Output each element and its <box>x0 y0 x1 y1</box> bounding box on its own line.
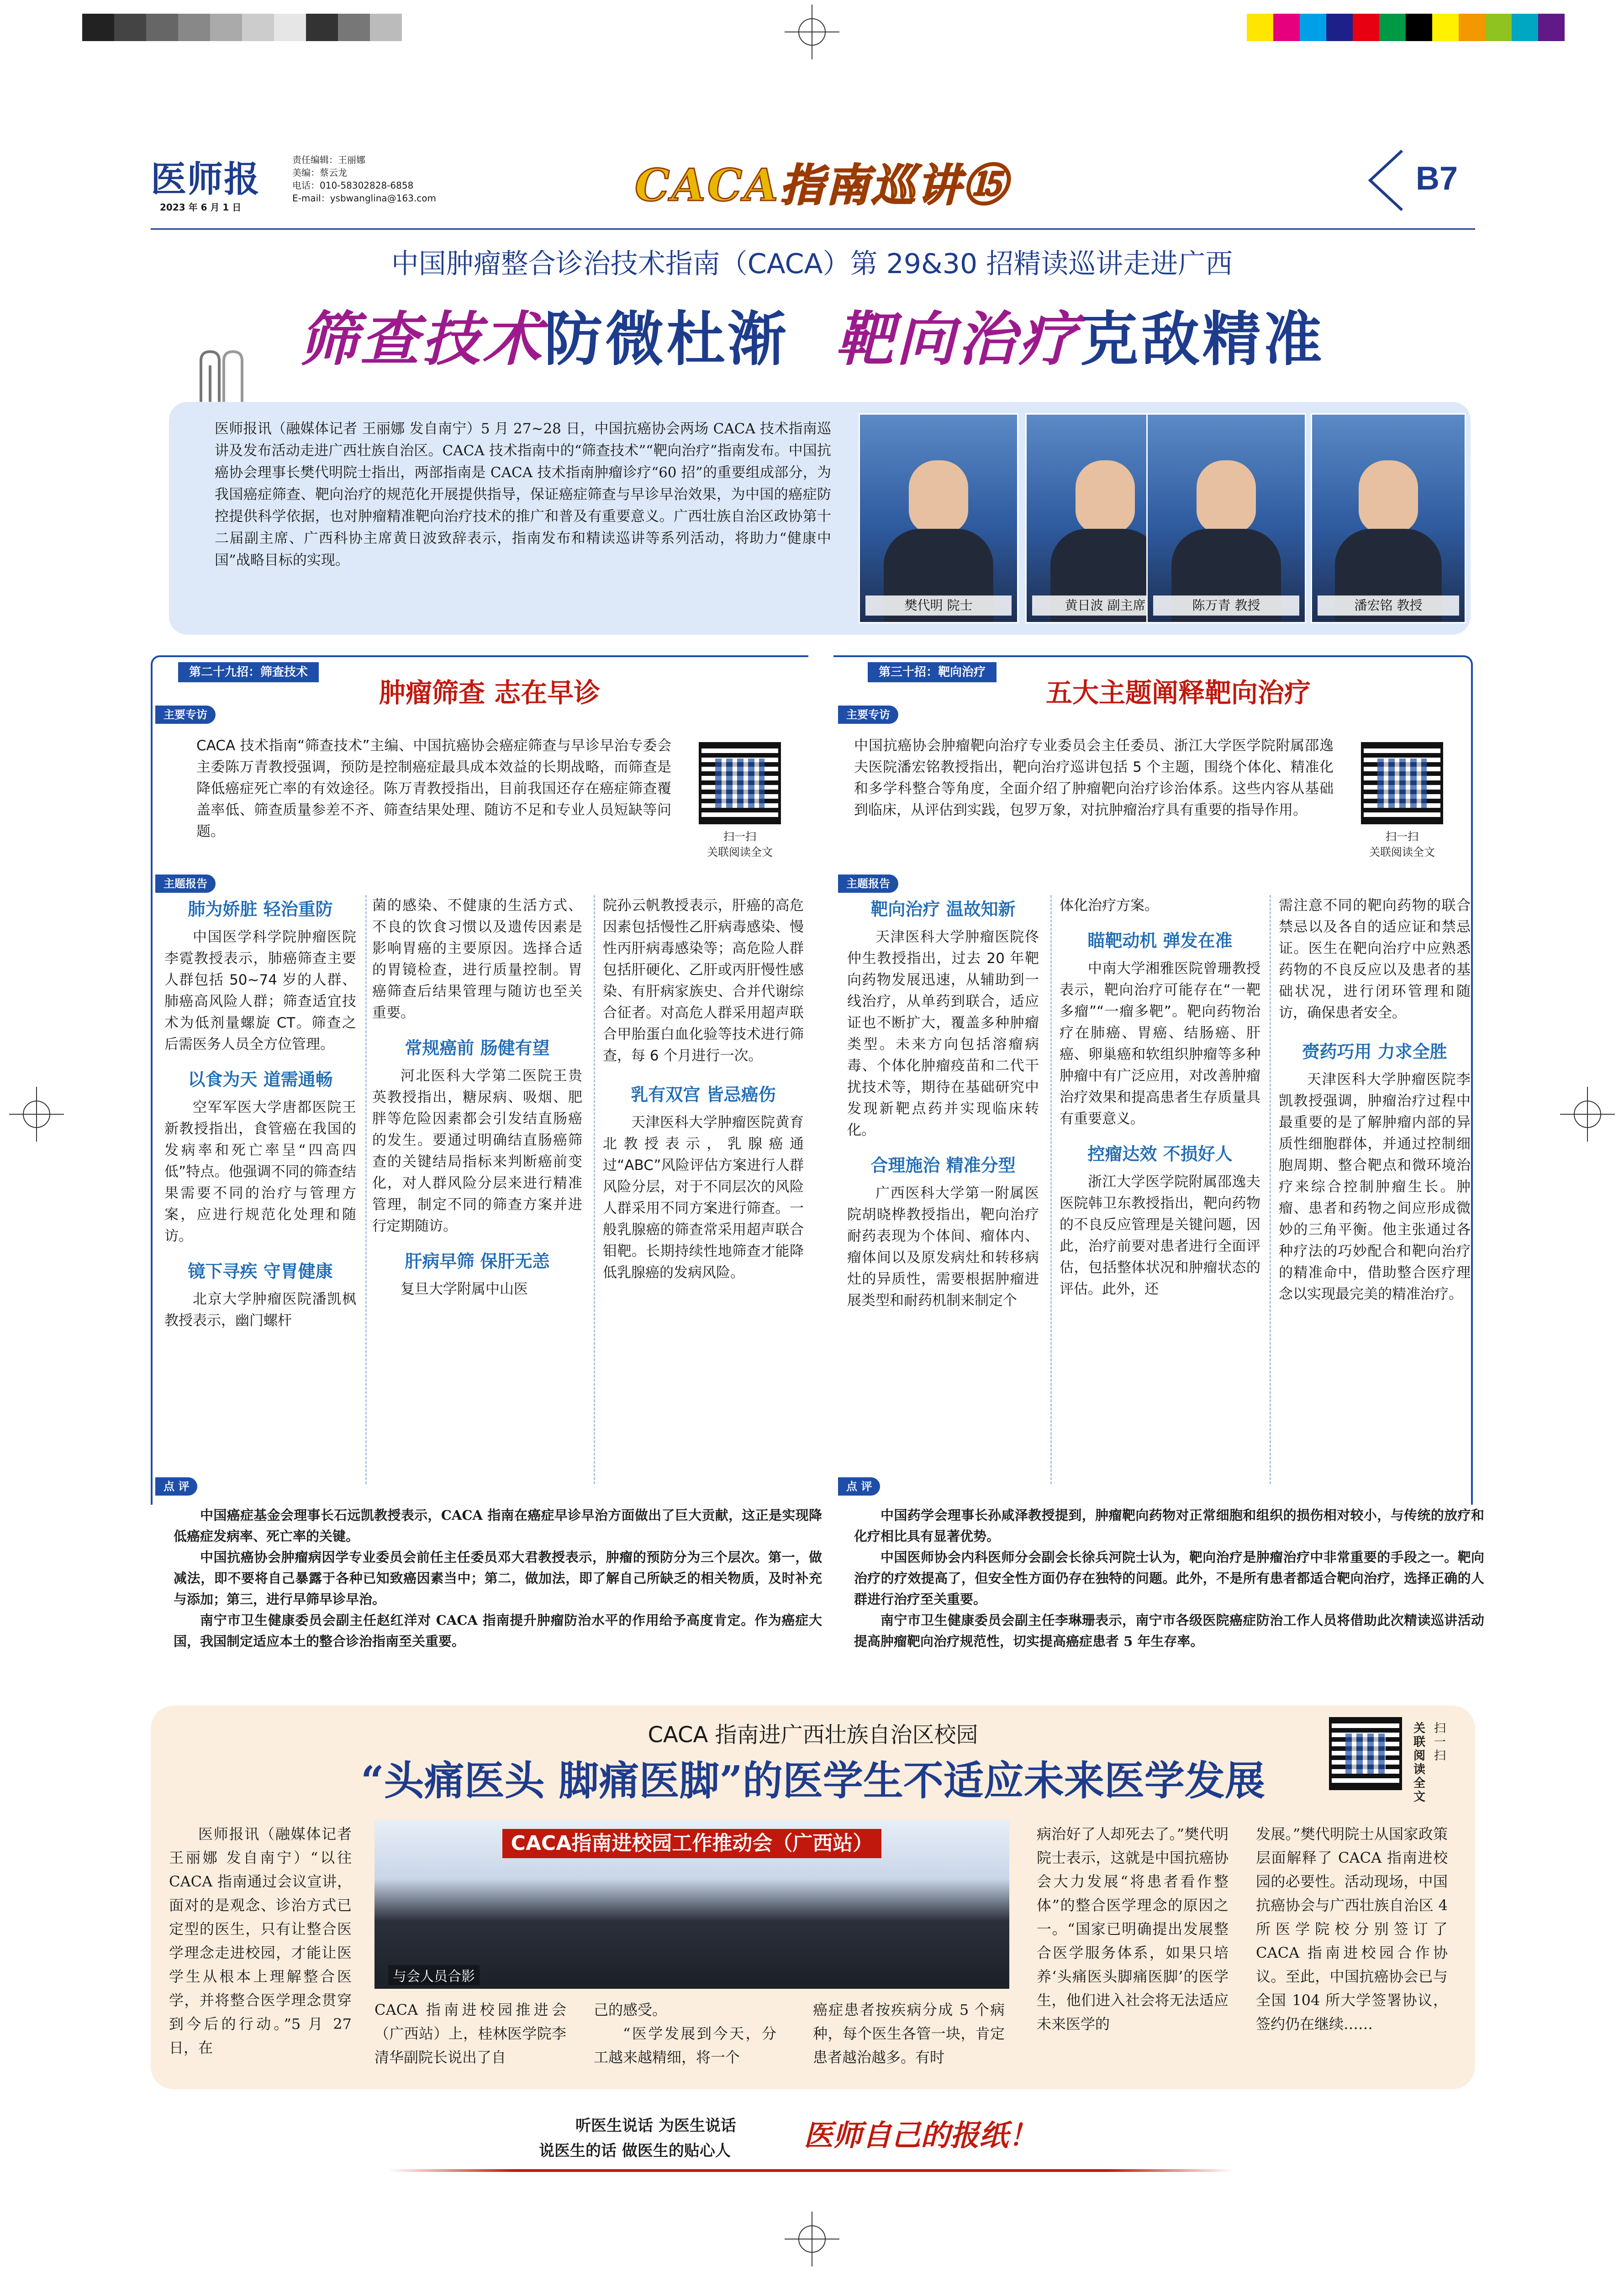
right-col-divider-2 <box>1270 895 1271 1484</box>
left-qr-caption: 扫一扫 关联阅读全文 <box>707 830 773 859</box>
left-report-ribbon: 主题报告 <box>155 875 216 893</box>
photo-chen-wanqing: 陈万青 教授 <box>1146 413 1306 623</box>
right-qr-code[interactable] <box>1361 742 1443 824</box>
right-column-1: 靶向治疗 温故知新 天津医科大学肿瘤医院佟仲生教授指出，过去 20 年靶向药物发展迅速，从辅助到一线治疗，从单药到联合，适应证也不断扩大，覆盖多种肿瘤类型。未来方向包括溶瘤病毒、个体化肿瘤疫苗和二代干扰技术等，期待在基础研究中发现新靶点药并实现临床转化。 合理施治 精准分型 广西医科大学第一附属医院胡晓桦教授指出，靶向治疗耐药表现为个体间、瘤体内、瘤体间以及原发病灶和转移病灶的异质性，需要根据肿瘤进展类型和耐药机制来制定个 <box>847 899 1039 1309</box>
photo-pan-hongming: 潘宏铭 教授 <box>1311 413 1466 623</box>
photo-huang-ribo: 黄日波 副主席 <box>1025 413 1185 623</box>
masthead-editor: 责任编辑：王丽娜 美编：蔡云龙 电话：010-58302828-6858 E-mail：ysbwanglina@163.com <box>292 154 436 204</box>
left-intro: CACA 技术指南“筛查技术”主编、中国抗癌协会癌症筛查与早诊早治专委会主委陈万青教授强调，预防是控制癌症最具成本效益的长期战略，而筛查是降低癌症死亡率的有效途径。陈万青教授指出，目前我国还存在癌症筛查覆盖率低、筛查质量参差不齐、筛查结果处理、随访不足和专业人员短缺等问题。 <box>196 738 671 840</box>
bottom-col-2b: 己的感受。 <box>594 2001 667 2018</box>
bottom-qr-side-caption: 关联阅读全文 <box>1413 1722 1426 1804</box>
footer-slogan-line1: 听医生说话 为医生说话 <box>575 2117 736 2135</box>
page-chevron-icon <box>1366 146 1407 215</box>
headline-kicker: 中国肿瘤整合诊治技术指南（CACA）第 29&30 招精读巡讲走进广西 <box>391 248 1233 280</box>
page-number: B7 <box>1416 160 1458 197</box>
left-col-divider-1 <box>365 895 367 1484</box>
group-photo: CACA指南进校园工作推动会（广西站） 与会人员合影 <box>374 1820 1009 1989</box>
bottom-col-2a: CACA 指南进校园推进会（广西站）上，桂林医学院李清华副院长说出了自 <box>374 2001 566 2066</box>
footer-slogan-main: 医师自己的报纸！ <box>804 2118 1038 2153</box>
photo-fan-daiming: 樊代明 院士 <box>859 413 1018 623</box>
left-qr-code[interactable] <box>699 742 781 824</box>
left-section-title: 肿瘤筛查 志在早诊 <box>379 677 601 708</box>
footer-slogan-line2: 说医生的话 做医生的贴心人 <box>539 2142 731 2160</box>
right-column-3: 需注意不同的靶向药物的联合禁忌以及各自的适应证和禁忌证。医生在靶向治疗中应熟悉药物的不良反应以及患者的基础状况，进行闭环管理和随访，确保患者安全。 赍药巧用 力求全胜 天津医科大学肿瘤医院李凯教授强调，肿瘤治疗过程中最重要的是了解肿瘤内部的异质性细胞群体，并通过控制细胞周期、整合靶点和微环境治疗来综合控制肿瘤生长。肿瘤、患者和药物之间应形成微妙的三角平衡。他主张通过各种疗法的巧妙配合和靶向治疗的精准命中，借助整合医疗理念以实现最完美的精准治疗。 <box>1279 897 1471 1302</box>
left-section-tag: 第二十九招：筛查技术 <box>178 662 319 682</box>
issue-date: 2023 年 6 月 1 日 <box>160 202 242 213</box>
registration-color-bar <box>1247 14 1565 41</box>
right-report-ribbon: 主题报告 <box>838 875 898 893</box>
left-column-1: 肺为娇脏 轻治重防 中国医学科学院肿瘤医院李霓教授表示，肺癌筛查主要人群包括 50~74 岁的人群、肺癌高风险人群；筛查适宜技术为低剂量螺旋 CT。筛查之后需医务人员全方位管理。 以食为天 道需通畅 空军军医大学唐都医院王新教授指出，食管癌在我国的发病率和死亡率呈“四高四低”特点。他强调不同的筛查结果需要不同的治疗与管理方案，应进行规范化处理和随访。 镜下寻疾 守胃健康 北京大学肿瘤医院潘凯枫教授表示，幽门螺杆 <box>164 899 356 1329</box>
bottom-col-4: 癌症患者按疾病分成 5 个病种，每个医生各管一块，肯定患者越治越多。有时 <box>813 2001 1005 2066</box>
right-comments: 中国药学会理事长孙咸泽教授提到，肿瘤靶向药物对正常细胞和组织的损伤相对较小，与传统的放疗和化疗相比具有显著优势。 中国医师协会内科医师分会副会长徐兵河院士认为，靶向治疗是肿瘤治疗中非常重要的手段之一。靶向治疗的疗效提高了，但安全性方面仍存在独特的问题。此外，不是所有患者都适合靶向治疗，选择正确的人群进行治疗至关重要。 南宁市卫生健康委员会副主任李琳珊表示，南宁市各级医院癌症防治工作人员将借助此次精读巡讲活动提高肿瘤靶向治疗规范性，切实提高癌症患者 5 年生存率。 <box>854 1507 1484 1649</box>
registration-crosshair-right <box>1560 1087 1615 1142</box>
newspaper-logo: 医师报 <box>151 158 261 200</box>
bottom-qr-side-caption-2: 扫一扫 <box>1434 1722 1446 1763</box>
registration-grayscale-bar <box>82 14 402 41</box>
registration-crosshair-left <box>9 1087 64 1142</box>
registration-crosshair-top <box>785 5 839 59</box>
left-column-3: 院孙云帆教授表示，肝癌的高危因素包括慢性乙肝病毒感染、慢性丙肝病毒感染等；高危险人群包括肝硬化、乙肝或丙肝慢性感染、有肝病家族史、合并代谢综合征者。对高危人群采用超声联合甲胎蛋白血化验等技术进行筛查，每 6 个月进行一次。 乳有双宫 皆忌癌伤 天津医科大学肿瘤医院黄育北教授表示，乳腺癌通过“ABC”风险评估方案进行人群风险分层，对于不同层次的风险人群采用不同方案进行筛查。一般乳腺癌的筛查常采用超声联合钼靶。长期持续性地筛查才能降低乳腺癌的发病风险。 <box>603 897 804 1281</box>
bottom-col-1: 医师报讯（融媒体记者 王丽娜 发自南宁）“以往 CACA 指南通过会议宣讲，面对的是观念、诊治方式已定型的医生，只有让整合医学理念走进校园，才能让医学生从根本上理解整合医学，并将整合医学理念贯穿到今后的行动。”5 月 27 日，在 <box>169 1825 352 2056</box>
masthead-divider <box>151 228 1475 230</box>
right-expert-ribbon: 主要专访 <box>838 706 898 724</box>
right-section-title: 五大主题阐释靶向治疗 <box>1046 677 1311 708</box>
left-comment-ribbon: 点 评 <box>155 1477 197 1496</box>
bottom-col-5: 病治好了人却死去了。”樊代明院士表示，这就是中国抗癌协会大力发展“将患者看作整体”的整合医学理念的原因之一。“国家已明确提出发展整合医学服务体系，如果只培养‘头痛医头脚痛医脚’的医学生，他们进入社会将无法适应未来医学的 <box>1037 1825 1229 2033</box>
bottom-col-6: 发展。”樊代明院士从国家政策层面解释了 CACA 指南进校园的必要性。活动现场，中国抗癌协会与广西壮族自治区 4 所医学院校分别签订了 CACA 指南进校园合作协议。至此，中国抗癌协会已与全国 104 所大学签署协议，签约仍在继续…… <box>1256 1825 1448 2033</box>
bottom-kicker: CACA 指南进广西壮族自治区校园 <box>648 1722 978 1748</box>
column-title: CACA指南巡讲⑮ <box>635 159 1008 211</box>
footer-underline <box>388 2169 1233 2172</box>
left-expert-ribbon: 主要专访 <box>155 706 216 724</box>
bottom-qr-code[interactable] <box>1329 1717 1402 1790</box>
bottom-col-3: “医学发展到今天，分工越来越精细，将一个 <box>594 2025 776 2066</box>
right-qr-caption: 扫一扫 关联阅读全文 <box>1369 830 1435 859</box>
right-col-divider-1 <box>1050 895 1052 1484</box>
right-section-tag: 第三十招：靶向治疗 <box>868 662 997 682</box>
right-column-2: 体化治疗方案。 瞄靶动机 弹发在准 中南大学湘雅医院曾珊教授表示，靶向治疗可能存在“一靶多瘤”“一瘤多靶”。靶向药物治疗在肺癌、胃癌、结肠癌、肝癌、卵巢癌和软组织肿瘤等多种肿瘤中有广泛应用，对改善肿瘤治疗效果和提高患者生存质量具有重要意义。 控瘤达效 不损好人 浙江大学医学院附属邵逸夫医院韩卫东教授指出，靶向药物的不良反应管理是关键问题，因此，治疗前要对患者进行全面评估，包括整体状况和肿瘤状态的评估。此外，还 <box>1060 897 1260 1297</box>
main-headline: 筛查技术防微杜渐 靶向治疗克敌精准 <box>299 305 1325 374</box>
left-comments: 中国癌症基金会理事长石远凯教授表示，CACA 指南在癌症早诊早治方面做出了巨大贡献，这正是实现降低癌症发病率、死亡率的关键。 中国抗癌协会肿瘤病因学专业委员会前任主任委员邓大君教授表示，肿瘤的预防分为三个层次。第一，做减法，即不要将自己暴露于各种已知致癌因素当中；第二，做加法，即了解自己所缺乏的相关物质，及时补充与添加；第三，进行早筛早诊早治。 南宁市卫生健康委员会副主任赵红洋对 CACA 指南提升肿瘤防治水平的作用给予高度肯定。作为癌症大国，我国制定适应本土的整合诊治指南至关重要。 <box>174 1507 822 1649</box>
left-col-divider-2 <box>594 895 595 1484</box>
bottom-title: “头痛医头 脚痛医脚”的医学生不适应未来医学发展 <box>361 1757 1265 1804</box>
left-column-2: 菌的感染、不健康的生活方式、不良的饮食习惯以及遗传因素是影响胃癌的主要原因。选择合适的胃镜检查，进行质量控制。胃癌筛查后结果管理与随访也至关重要。 常规癌前 肠健有望 河北医科大学第二医院王贵英教授指出，糖尿病、吸烟、肥胖等危险因素都会引发结直肠癌的发生。要通过明确结直肠癌筛查的关键结局指标来判断癌前变化，对人群风险分层来进行精准管理，制定不同的筛查方案并进行定期随访。 肝病早筛 保肝无恙 复旦大学附属中山医 <box>372 897 582 1297</box>
right-comment-ribbon: 点 评 <box>838 1477 880 1496</box>
registration-crosshair-bottom <box>785 2212 839 2266</box>
right-intro: 中国抗癌协会肿瘤靶向治疗专业委员会主任委员、浙江大学医学院附属邵逸夫医院潘宏铭教授指出，靶向治疗巡讲包括 5 个主题，围绕个体化、精准化和多学科整合等角度，全面介绍了肿瘤靶向治疗诊治体系。这些内容从基础到临床，从评估到实践，包罗万象，对抗肿瘤治疗具有重要的指导作用。 <box>854 738 1334 818</box>
lead-text: 医师报讯（融媒体记者 王丽娜 发自南宁）5 月 27~28 日，中国抗癌协会两场 CACA 技术指南巡讲及发布活动走进广西壮族自治区。CACA 技术指南中的“筛查技术”“靶向治疗”指南发布。中国抗癌协会理事长樊代明院士指出，两部指南是 CACA 技术指南肿瘤诊疗“60 招”的重要组成部分，为我国癌症筛查、靶向治疗的规范化开展提供指导，保证癌症筛查与早诊早治效果，为中国的癌症防控提供科学依据，也对肿瘤精准靶向治疗技术的推广和普及有重要意义。广西壮族自治区政协第十二届副主席、广西科协主席黄日波致辞表示，指南发布和精读巡讲等系列活动，将助力“健康中国”战略目标的实现。 <box>215 421 831 569</box>
